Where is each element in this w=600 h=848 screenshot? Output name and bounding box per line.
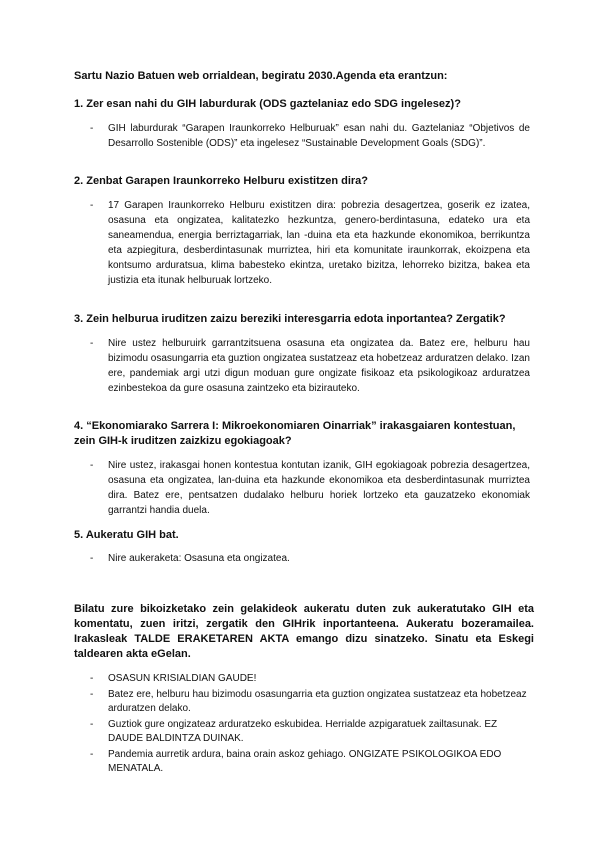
answer-3-text: Nire ustez helburuirk garrantzitsuena osasuna eta ongizatea da. Batez ere, helburu hau bizimodu osasungarria eta guztion ongizatea sustatzeaz eta hobetzeaz arduratzen delako. Izan ere, pandemiak argi utzi digun moduan gure ongizate fisikoaz eta psikologikoaz arduratzea ezinbestekoa da gure osasuna zaintzeko eta bizirauteko.: [108, 338, 530, 394]
bullet-dash: -: [90, 553, 94, 564]
list-item-text: Pandemia aurretik ardura, baina orain askoz gehiago. ONGIZATE PSIKOLOGIKOA EDO MENATALA.: [108, 749, 502, 774]
question-3: 3. Zein helburua iruditzen zaizu bereziki interesgarria edota inportantea? Zergatik?: [74, 313, 506, 325]
bullet-dash: -: [90, 689, 94, 700]
list-item: [90, 748, 530, 776]
bullet-dash: -: [90, 200, 94, 211]
answer-1-text: GIH laburdurak “Garapen Iraunkorreko Helburuak” esan nahi du. Gaztelaniaz “Objetivos de Desarrollo Sostenible (ODS)” eta ingelesez “Sustainable Development Goals (SDG)”.: [108, 123, 530, 149]
list-item: [90, 718, 530, 746]
answer-4-text: Nire ustez, irakasgai honen kontestua kontutan izanik, GIH egokiagoak pobrezia desagertzea, osasuna eta ongizatea, lan-duina eta hazkunde ekonomikoa eta desberdintasunak murriztea dira. Batez ere, pentsatzen dudalako helburu horiek lortzeko eta gauzatzeko ekonomiak garrantzi handia duela.: [108, 460, 530, 516]
bullet-dash: -: [90, 123, 94, 134]
bullet-dash: -: [90, 673, 94, 684]
list-item-text: OSASUN KRISIALDIAN GAUDE!: [108, 673, 257, 684]
answer-1: [90, 121, 530, 151]
list-item: [90, 672, 530, 686]
group-notes-list: [90, 672, 530, 778]
bullet-dash: -: [90, 749, 94, 760]
question-2: 2. Zenbat Garapen Iraunkorreko Helburu existitzen dira?: [74, 175, 369, 187]
list-item: [90, 688, 530, 716]
bullet-dash: -: [90, 719, 94, 730]
answer-5: [90, 551, 530, 566]
list-item-text: Batez ere, helburu hau bizimodu osasungarria eta guztion ongizatea sustatzeaz eta hobetzeaz arduratzen delako.: [108, 689, 527, 714]
intro-instruction: Sartu Nazio Batuen web orrialdean, begiratu 2030.Agenda eta erantzun:: [74, 70, 448, 82]
answer-5-text: Nire aukeraketa: Osasuna eta ongizatea.: [108, 553, 290, 564]
answer-4: [90, 458, 530, 518]
question-1: 1. Zer esan nahi du GIH laburdurak (ODS gaztelaniaz edo SDG ingelesez)?: [74, 98, 461, 110]
bullet-dash: -: [90, 460, 94, 471]
bullet-dash: -: [90, 338, 94, 349]
question-5: 5. Aukeratu GIH bat.: [74, 529, 179, 541]
answer-2-text: 17 Garapen Iraunkorreko Helburu existitzen dira: pobrezia desagertzea, goserik ez izatea, osasuna eta ongizatea, kalitatezko hezkuntza, genero-berdintasuna, edateko ura eta saneamendua, energia berriztagarriak, lan -duina eta eta hazkunde ekonomikoa, berrikuntza eta azpiegitura, desberdintasunak murriztea, hiri eta komunitate iraunkorrak, ekoizpena eta kontsumo arduratsua, klima babesteko ekintza, uretako bizitza, lehorreko bizitza, bakea eta justizia eta itunak helburuak lortzeko.: [108, 200, 530, 286]
answer-2: [90, 198, 530, 288]
list-item-text: Guztiok gure ongizateaz arduratzeko eskubidea. Herrialde azpigaratuek zailtasunak. EZ DAUDE BALDINTZA DUINAK.: [108, 719, 498, 744]
answer-3: [90, 336, 530, 396]
group-instruction: Bilatu zure bikoizketako zein gelakideok aukeratu duten zuk aukeratutako GIH eta komentatu, zuen iritzi, zergatik den GIHrik inportanteena. Aukeratu bozeramailea. Irakasleak TALDE ERAKETAREN AKTA emango dizu sinatzeko. Sinatu eta Eskegi taldearen akta eGelan.: [74, 603, 534, 660]
question-4: 4. “Ekonomiarako Sarrera I: Mikroekonomiaren Oinarriak” irakasgaiaren kontestuan, zein GIH-k iruditzen zaizkizu egokiagoak?: [74, 420, 516, 447]
